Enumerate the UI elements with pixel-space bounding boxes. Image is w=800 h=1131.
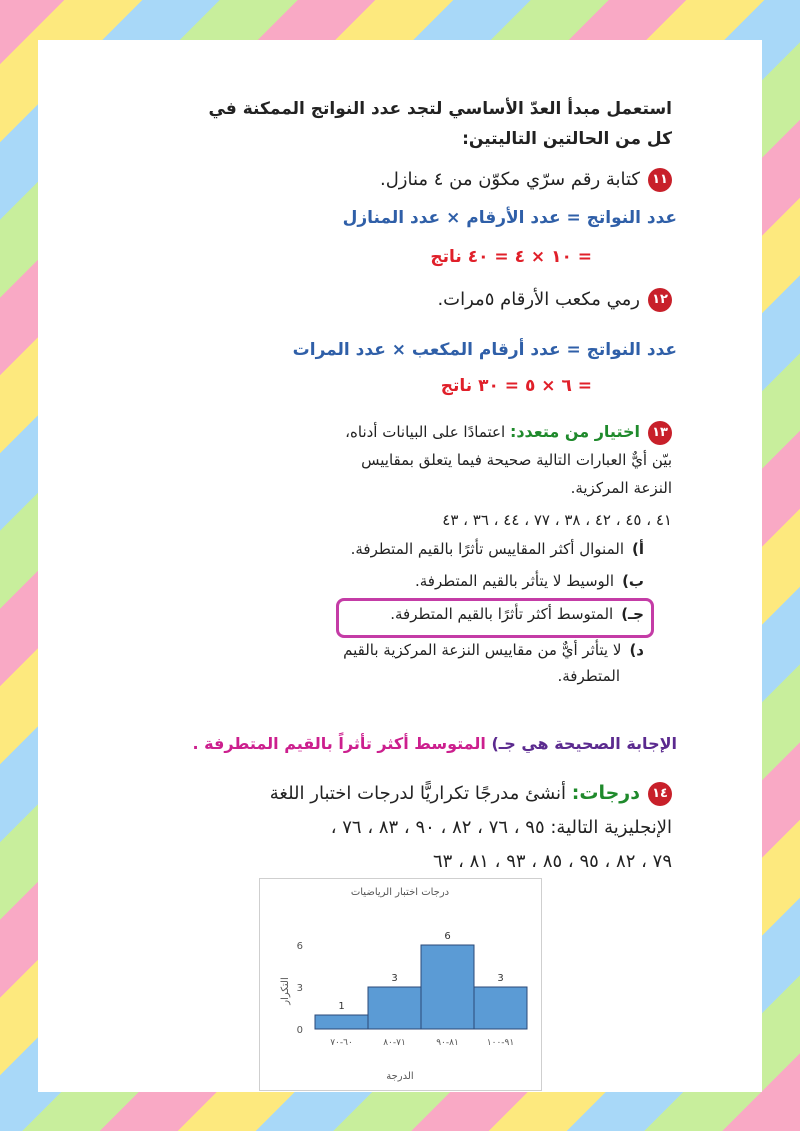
worksheet-page <box>38 40 762 1092</box>
option-c-text: المتوسط أكثر تأثرًا بالقيم المتطرفة. <box>390 605 614 623</box>
question-number-11: ١١ <box>648 168 672 192</box>
option-d-letter: د) <box>629 641 644 659</box>
intro-line-2: كل من الحالتين التاليتين: <box>462 129 672 149</box>
histogram-svg <box>260 879 541 1090</box>
q12-formula: عدد النواتج = عدد أرقام المكعب × عدد المرات <box>292 340 677 360</box>
question-number-13: ١٣ <box>648 421 672 445</box>
intro-text <box>112 94 672 154</box>
y-tick-label: 0 <box>296 1025 303 1036</box>
question-11-text: كتابة رقم سرّي مكوّن من ٤ منازل. <box>379 169 640 190</box>
y-tick-label: 6 <box>296 941 303 952</box>
q13-line-2: بيّن أيٌّ العبارات التالية صحيحة فيما يتعلق بمقاييس <box>361 451 672 469</box>
x-tick-label: ٨١-٩٠ <box>436 1038 459 1048</box>
intro-line-1: استعمل مبدأ العدّ الأساسي لتجد عدد النواتج الممكنة في <box>208 99 672 119</box>
answer-text: المتوسط أكثر تأثراً بالقيم المتطرفة . <box>192 734 486 753</box>
question-14 <box>72 776 672 879</box>
option-a-letter: أ) <box>632 540 644 558</box>
option-b <box>144 572 644 590</box>
q11-result: = ١٠ × ٤ = ٤٠ ناتج <box>430 247 592 267</box>
option-c-letter: جـ) <box>621 605 644 623</box>
x-tick-label: ٩١-١٠٠ <box>486 1038 515 1048</box>
x-tick-label: ٦٠-٧٠ <box>330 1038 353 1048</box>
question-13 <box>112 418 672 534</box>
q13-label: اختيار من متعدد: <box>509 422 640 441</box>
bar-data-label: 3 <box>497 973 504 984</box>
answer-line <box>57 734 677 753</box>
question-12 <box>112 288 672 312</box>
question-number-14: ١٤ <box>648 782 672 806</box>
q12-result: = ٦ × ٥ = ٣٠ ناتج <box>440 376 592 396</box>
option-d <box>144 637 644 689</box>
chart-y-axis-label: التكرار <box>280 977 291 1005</box>
q14-label: درجات: <box>571 782 640 804</box>
option-d-continuation: المتطرفة. <box>557 667 620 685</box>
q14-line-1: أنشئ مدرجًا تكراريًّا لدرجات اختبار اللغة <box>269 783 567 804</box>
option-b-letter: ب) <box>622 572 644 590</box>
bar-data-label: 3 <box>391 973 398 984</box>
q14-line-3: ٧٩ ، ٨٢ ، ٩٥ ، ٨٥ ، ٩٣ ، ٨١ ، ٦٣ <box>433 851 672 872</box>
option-d-text: لا يتأثر أيٌّ من مقاييس النزعة المركزية بالقيم <box>343 641 622 659</box>
histogram-bar <box>421 945 474 1029</box>
histogram-chart <box>259 878 542 1091</box>
question-number-12: ١٢ <box>648 288 672 312</box>
q13-line-1: اعتمادًا على البيانات أدناه، <box>345 423 506 441</box>
histogram-bar <box>315 1015 368 1029</box>
q11-formula: عدد النواتج = عدد الأرقام × عدد المنازل <box>342 208 677 228</box>
y-tick-label: 3 <box>296 983 303 994</box>
histogram-bar <box>474 987 527 1029</box>
option-c <box>144 605 644 623</box>
question-11 <box>112 168 672 192</box>
option-b-text: الوسيط لا يتأثر بالقيم المتطرفة. <box>414 572 615 590</box>
bar-data-label: 1 <box>338 1001 345 1012</box>
chart-title: درجات اختبار الرياضيات <box>350 887 450 898</box>
option-a <box>144 540 644 558</box>
question-12-text: رمي مكعب الأرقام ٥مرات. <box>437 289 640 310</box>
answer-prefix: الإجابة الصحيحة هي جـ) <box>491 734 677 753</box>
x-tick-label: ٧١-٨٠ <box>383 1038 406 1048</box>
q13-line-3: النزعة المركزية. <box>570 479 672 497</box>
bar-data-label: 6 <box>444 931 451 942</box>
option-a-text: المنوال أكثر المقاييس تأثرًا بالقيم المتطرفة. <box>350 540 624 558</box>
q13-data: ٤١ ، ٤٥ ، ٤٢ ، ٣٨ ، ٧٧ ، ٤٤ ، ٣٦ ، ٤٣ <box>442 511 672 529</box>
chart-x-axis-label: الدرجة <box>386 1071 414 1082</box>
histogram-bar <box>368 987 421 1029</box>
q14-line-2: الإنجليزية التالية: ٩٥ ، ٧٦ ، ٨٢ ، ٩٠ ، ٨٣ ، ٧٦ ، <box>330 817 672 838</box>
